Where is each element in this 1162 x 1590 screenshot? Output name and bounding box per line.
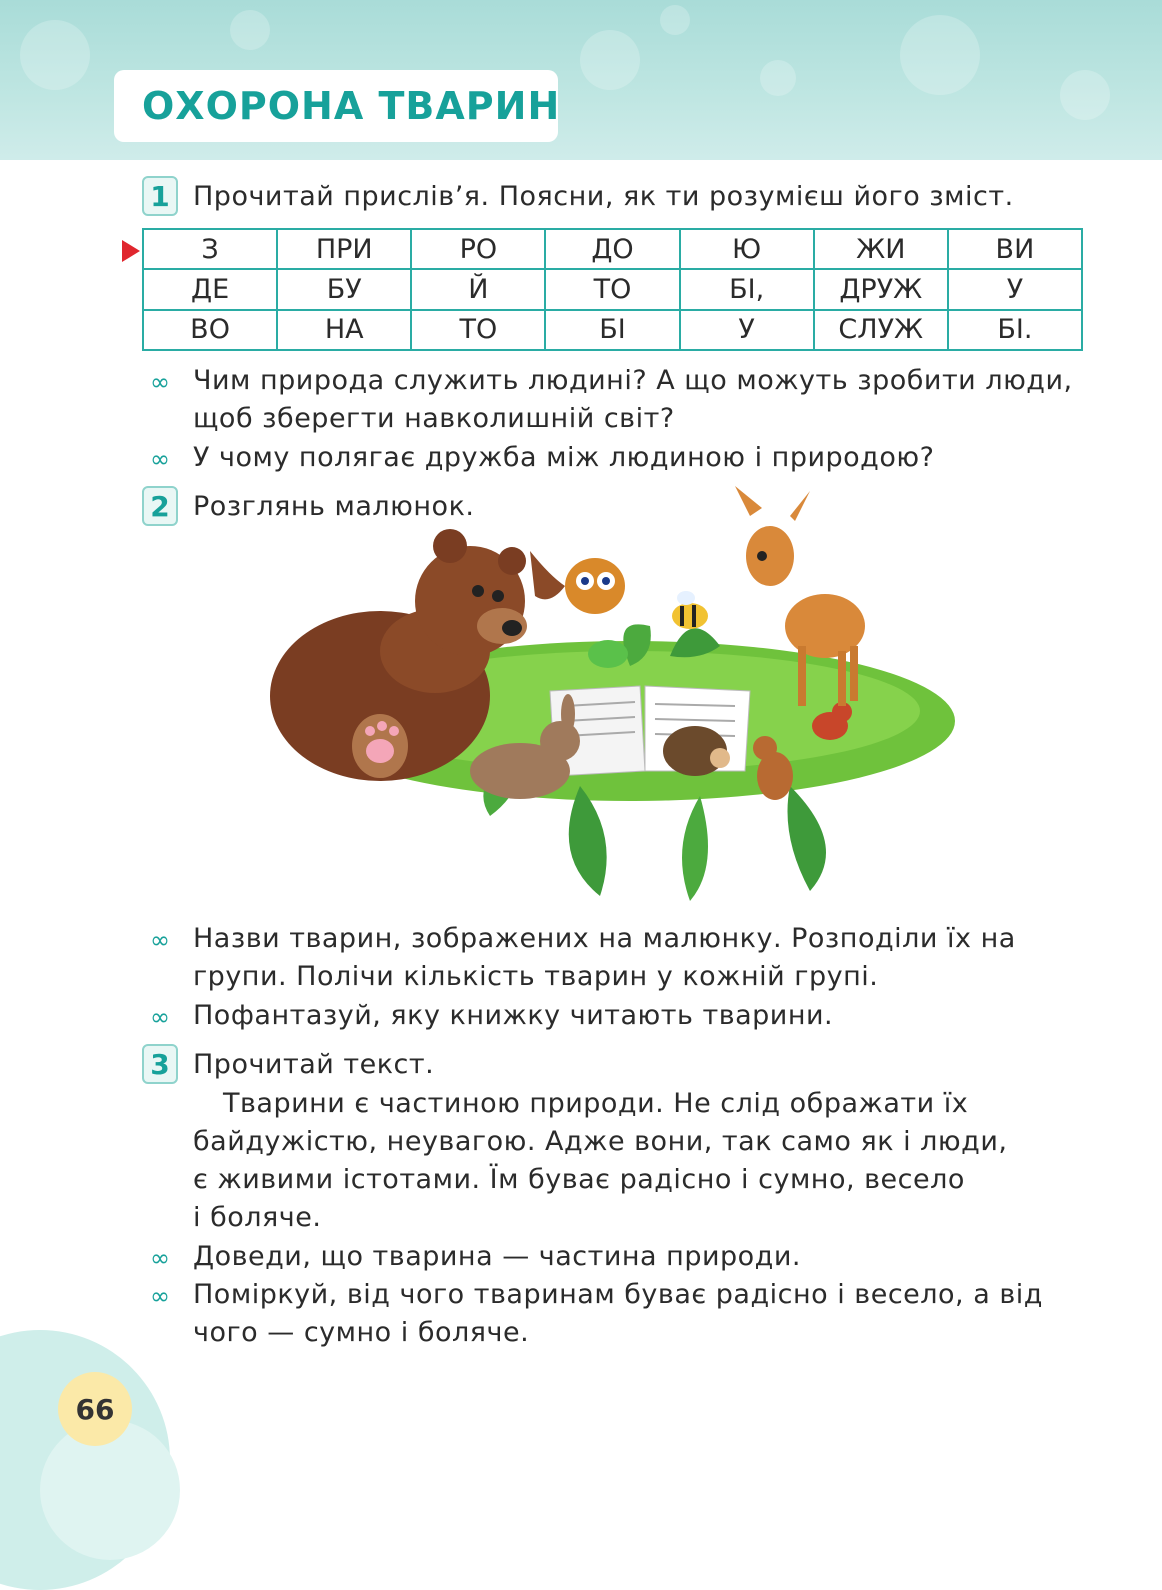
question-line: групи. Полічи кількість тварин у кожній групі. bbox=[193, 961, 879, 992]
question-line: Назви тварин, зображених на малюнку. Розподіли їх на bbox=[193, 923, 1016, 954]
question-line: У чому полягає дружба між людиною і природою? bbox=[193, 442, 935, 473]
text-line: байдужістю, неувагою. Адже вони, так само як і люди, bbox=[193, 1126, 1008, 1157]
text-line: і боляче. bbox=[193, 1202, 322, 1233]
table-cell: Й bbox=[411, 269, 545, 309]
task3-instruction: Прочитай текст. bbox=[193, 1049, 435, 1080]
text-line: є живими істотами. Їм буває радісно і сумно, весело bbox=[193, 1164, 965, 1195]
infinity-bullet-icon: ∞ bbox=[150, 1244, 170, 1272]
infinity-bullet-icon: ∞ bbox=[150, 1003, 170, 1031]
table-row bbox=[143, 229, 1082, 269]
page-title: ОХОРОНА ТВАРИН bbox=[142, 84, 561, 128]
table-cell: ВО bbox=[143, 310, 277, 350]
question-line: Чим природа служить людині? А що можуть зробити люди, bbox=[193, 365, 1073, 396]
table-cell: ТО bbox=[411, 310, 545, 350]
table-cell: ТО bbox=[545, 269, 679, 309]
table-cell: БІ. bbox=[948, 310, 1082, 350]
table-row bbox=[143, 269, 1082, 309]
table-cell: НА bbox=[277, 310, 411, 350]
task-number-1: 1 bbox=[142, 176, 178, 216]
table-cell: ДЕ bbox=[143, 269, 277, 309]
task-number-2: 2 bbox=[142, 486, 178, 526]
table-cell: РО bbox=[411, 229, 545, 269]
infinity-bullet-icon: ∞ bbox=[150, 926, 170, 954]
question-line: Поміркуй, від чого тваринам буває радісно і весело, а від bbox=[193, 1279, 1043, 1310]
table-cell: БІ, bbox=[680, 269, 814, 309]
forest-animals-illustration bbox=[250, 486, 960, 906]
table-cell: ДРУЖ bbox=[814, 269, 948, 309]
table-cell: Ю bbox=[680, 229, 814, 269]
table-cell: ЖИ bbox=[814, 229, 948, 269]
table-cell: ДО bbox=[545, 229, 679, 269]
task1-instruction: Прочитай прислів’я. Поясни, як ти розумієш його зміст. bbox=[193, 181, 1014, 212]
row-marker-icon bbox=[122, 240, 140, 262]
text-line: Тварини є частиною природи. Не слід ображати їх bbox=[223, 1088, 969, 1119]
task-number-3: 3 bbox=[142, 1044, 178, 1084]
question-line: чого — сумно і боляче. bbox=[193, 1317, 530, 1348]
task2-instruction: Розглянь малюнок. bbox=[193, 491, 475, 522]
table-cell: У bbox=[680, 310, 814, 350]
infinity-bullet-icon: ∞ bbox=[150, 1282, 170, 1310]
proverb-table bbox=[142, 228, 1083, 351]
table-cell: З bbox=[143, 229, 277, 269]
question-line: Доведи, що тварина — частина природи. bbox=[193, 1241, 801, 1272]
table-cell: ПРИ bbox=[277, 229, 411, 269]
table-cell: СЛУЖ bbox=[814, 310, 948, 350]
infinity-bullet-icon: ∞ bbox=[150, 445, 170, 473]
table-cell: ВИ bbox=[948, 229, 1082, 269]
table-cell: БІ bbox=[545, 310, 679, 350]
question-line: Пофантазуй, яку книжку читають тварини. bbox=[193, 1000, 834, 1031]
table-row bbox=[143, 310, 1082, 350]
infinity-bullet-icon: ∞ bbox=[150, 368, 170, 396]
table-cell: У bbox=[948, 269, 1082, 309]
table-cell: БУ bbox=[277, 269, 411, 309]
question-line: щоб зберегти навколишній світ? bbox=[193, 403, 675, 434]
page-number: 66 bbox=[58, 1372, 132, 1446]
